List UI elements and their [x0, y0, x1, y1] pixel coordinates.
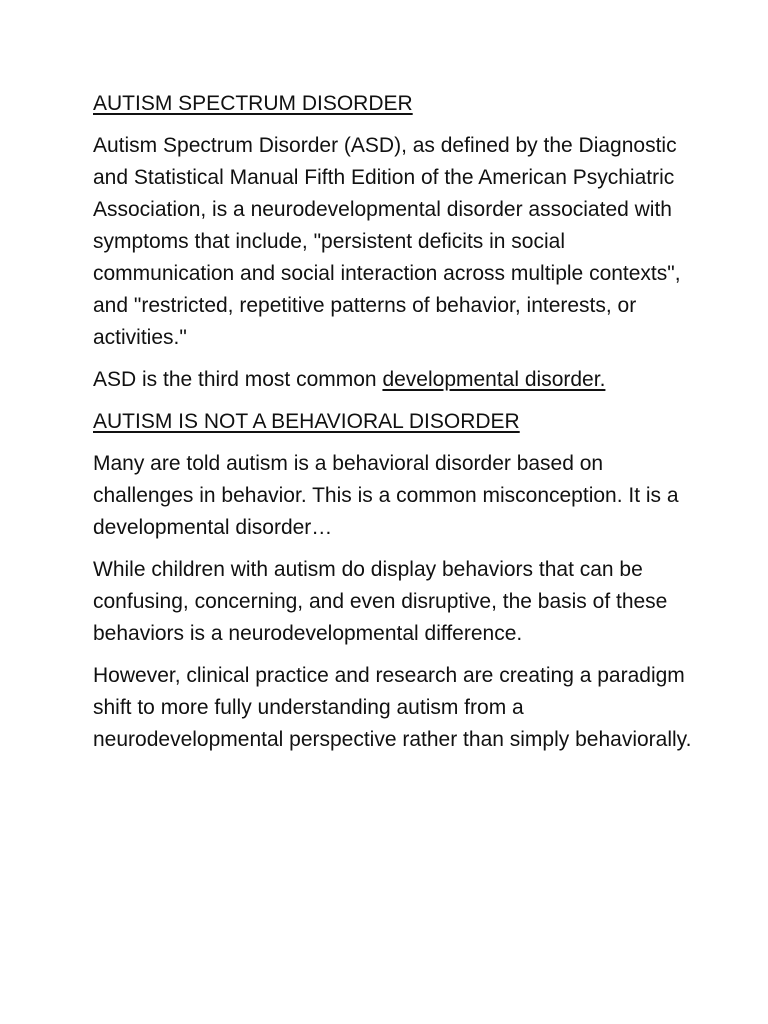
misconception-paragraph: Many are told autism is a behavioral disorder based on challenges in behavior. This is a common misconception. It is a developmental disorder… — [93, 452, 679, 539]
paradigm-shift-paragraph: However, clinical practice and research are creating a paradigm shift to more fully understanding autism from a neurodevelopmental perspective rather than simply behaviorally. — [93, 664, 692, 751]
section-heading-not-behavioral: AUTISM IS NOT A BEHAVIORAL DISORDER — [93, 410, 520, 433]
document-page — [93, 88, 693, 766]
asd-definition-paragraph: Autism Spectrum Disorder (ASD), as defined by the Diagnostic and Statistical Manual Fifth Edition of the American Psychiatric Association, is a neurodevelopmental disorder associated with symptoms that include, "persistent deficits in social communication and social interaction across multiple contexts", and "restricted, repetitive patterns of behavior, interests, or activities." — [93, 134, 681, 349]
behaviors-paragraph: While children with autism do display behaviors that can be confusing, concerning, and even disruptive, the basis of these behaviors is a neurodevelopmental difference. — [93, 558, 668, 645]
asd-common-text: ASD is the third most common — [93, 368, 383, 391]
section-heading-asd: AUTISM SPECTRUM DISORDER — [93, 92, 413, 115]
asd-common-paragraph — [93, 364, 693, 396]
developmental-disorder-link[interactable]: developmental disorder. — [382, 368, 606, 391]
